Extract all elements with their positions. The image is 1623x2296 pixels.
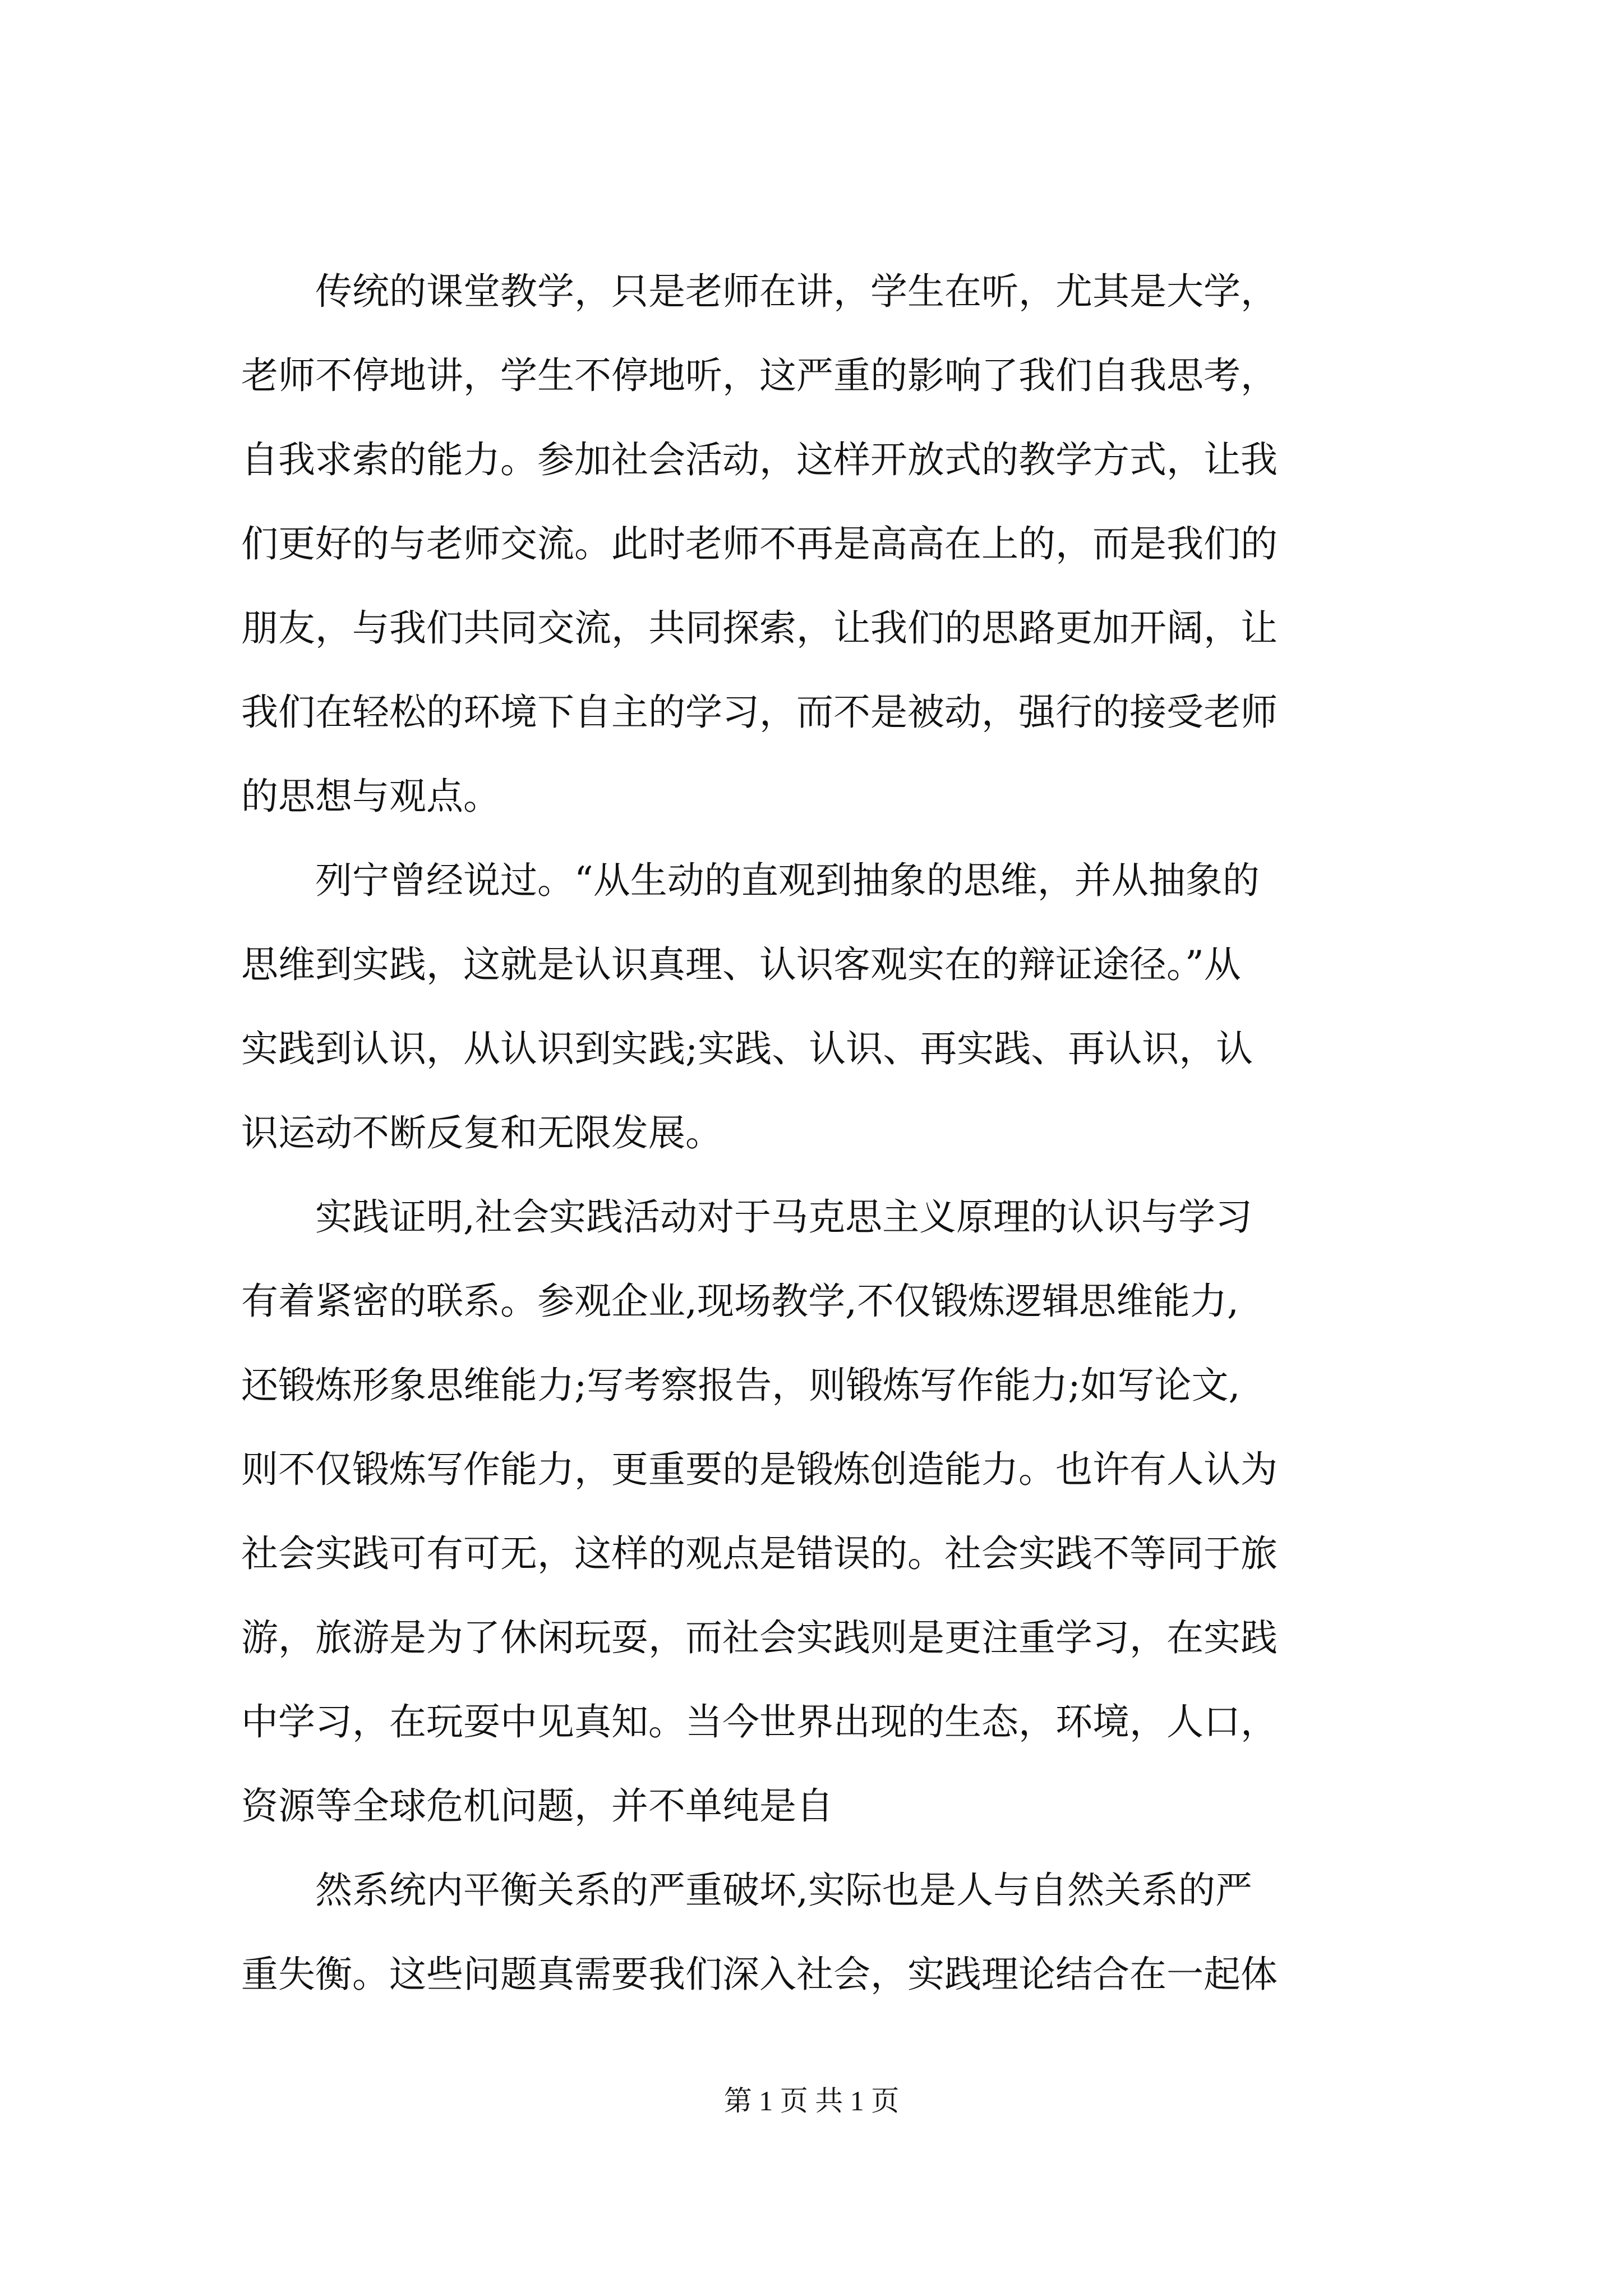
text-line: 实践到认识，从认识到实践;实践、认识、再实践、再认识，认 (241, 1027, 1253, 1070)
document-body (241, 250, 1424, 2017)
text-line: 老师不停地讲，学生不停地听，这严重的影响了我们自我思考， (241, 354, 1278, 397)
text-line: 自我求索的能力。参加社会活动，这样开放式的教学方式，让我 (241, 438, 1278, 481)
text-line: 思维到实践，这就是认识真理、认识客观实在的辩证途径。”从 (241, 943, 1241, 986)
text-line: 传统的课堂教学，只是老师在讲，学生在听，尤其是大学， (241, 270, 1278, 313)
text-line: 然系统内平衡关系的严重破坏,实际也是人与自然关系的严 (241, 1869, 1252, 1912)
text-line: 识运动不断反复和无限发展。 (241, 1111, 722, 1154)
text-line: 有着紧密的联系。参观企业,现场教学,不仅锻炼逻辑思维能力, (241, 1280, 1239, 1323)
text-line: 实践证明,社会实践活动对于马克思主义原理的认识与学习 (241, 1195, 1252, 1239)
text-line: 的思想与观点。 (241, 775, 500, 818)
text-line: 重失衡。这些问题真需要我们深入社会，实践理论结合在一起体 (241, 1953, 1278, 1996)
text-line: 朋友，与我们共同交流，共同探索，让我们的思路更加开阔，让 (241, 606, 1278, 650)
text-line: 则不仅锻炼写作能力，更重要的是锻炼创造能力。也许有人认为 (241, 1448, 1278, 1491)
page-footer (0, 2078, 1623, 2123)
page-number-label: 第 1 页 共 1 页 (723, 2085, 900, 2116)
text-line: 资源等全球危机问题，并不单纯是自 (241, 1784, 833, 1828)
text-line: 社会实践可有可无，这样的观点是错误的。社会实践不等同于旅 (241, 1532, 1278, 1575)
text-line: 们更好的与老师交流。此时老师不再是高高在上的，而是我们的 (241, 522, 1278, 565)
text-line: 我们在轻松的环境下自主的学习，而不是被动，强行的接受老师 (241, 691, 1278, 734)
text-line: 中学习，在玩耍中见真知。当今世界出现的生态，环境，人口， (241, 1700, 1278, 1743)
text-line: 游，旅游是为了休闲玩耍，而社会实践则是更注重学习，在实践 (241, 1616, 1278, 1659)
text-line: 还锻炼形象思维能力;写考察报告，则锻炼写作能力;如写论文, (241, 1364, 1241, 1407)
text-line: 列宁曾经说过。“从生动的直观到抽象的思维，并从抽象的 (241, 859, 1260, 902)
